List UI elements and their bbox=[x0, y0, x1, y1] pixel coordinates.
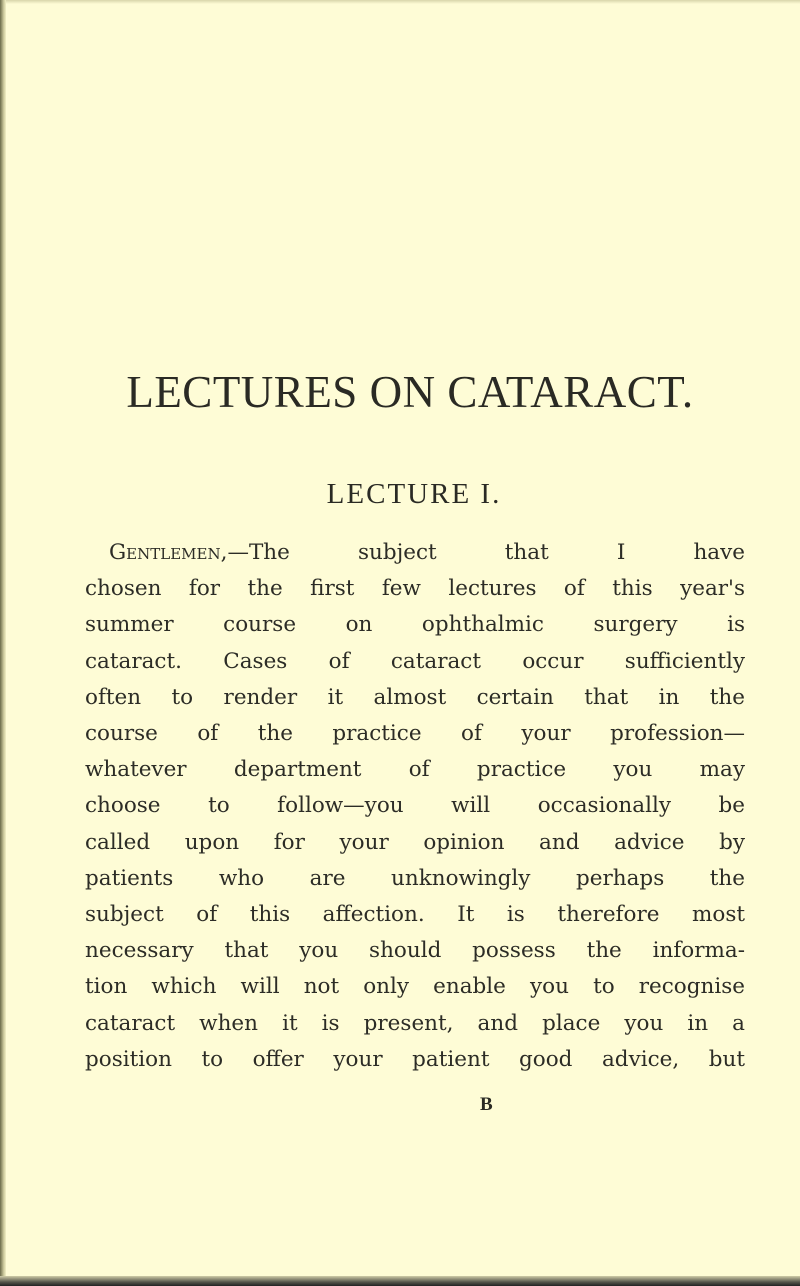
lecture-heading: LECTURE I. bbox=[326, 478, 502, 510]
body-line: called upon for your opinion and advice by bbox=[85, 829, 745, 855]
body-line: tion which will not only enable you to recognise bbox=[85, 974, 745, 1000]
body-line: position to offer your patient good advice, but bbox=[85, 1046, 745, 1072]
body-line: whatever department of practice you may bbox=[85, 757, 745, 783]
body-line: summer course on ophthalmic surgery is bbox=[85, 612, 745, 638]
page-title: LECTURES ON CATARACT. bbox=[126, 367, 694, 417]
body-line: choose to follow—you will occasionally be bbox=[85, 793, 745, 819]
body-line: course of the practice of your profession— bbox=[85, 721, 745, 747]
salutation: Gentlemen, bbox=[109, 540, 228, 565]
page-bottom-edge bbox=[0, 1276, 800, 1286]
page-binding-edge bbox=[0, 0, 6, 1286]
body-line bbox=[85, 535, 745, 571]
lecture-body bbox=[85, 535, 745, 1078]
body-line: cataract when it is present, and place you in a bbox=[85, 1010, 745, 1036]
body-line: chosen for the first few lectures of this year's bbox=[85, 576, 745, 602]
body-line: patients who are unknowingly perhaps the bbox=[85, 865, 745, 891]
body-line: subject of this affection. It is therefore most bbox=[85, 902, 745, 928]
body-line: often to render it almost certain that in the bbox=[85, 684, 745, 710]
body-line: cataract. Cases of cataract occur sufficiently bbox=[85, 648, 745, 674]
page-top-edge bbox=[0, 0, 800, 4]
signature-mark: B bbox=[480, 1094, 493, 1115]
body-line-text: —The subject that I have bbox=[227, 540, 745, 565]
body-line: necessary that you should possess the informa- bbox=[85, 938, 745, 964]
